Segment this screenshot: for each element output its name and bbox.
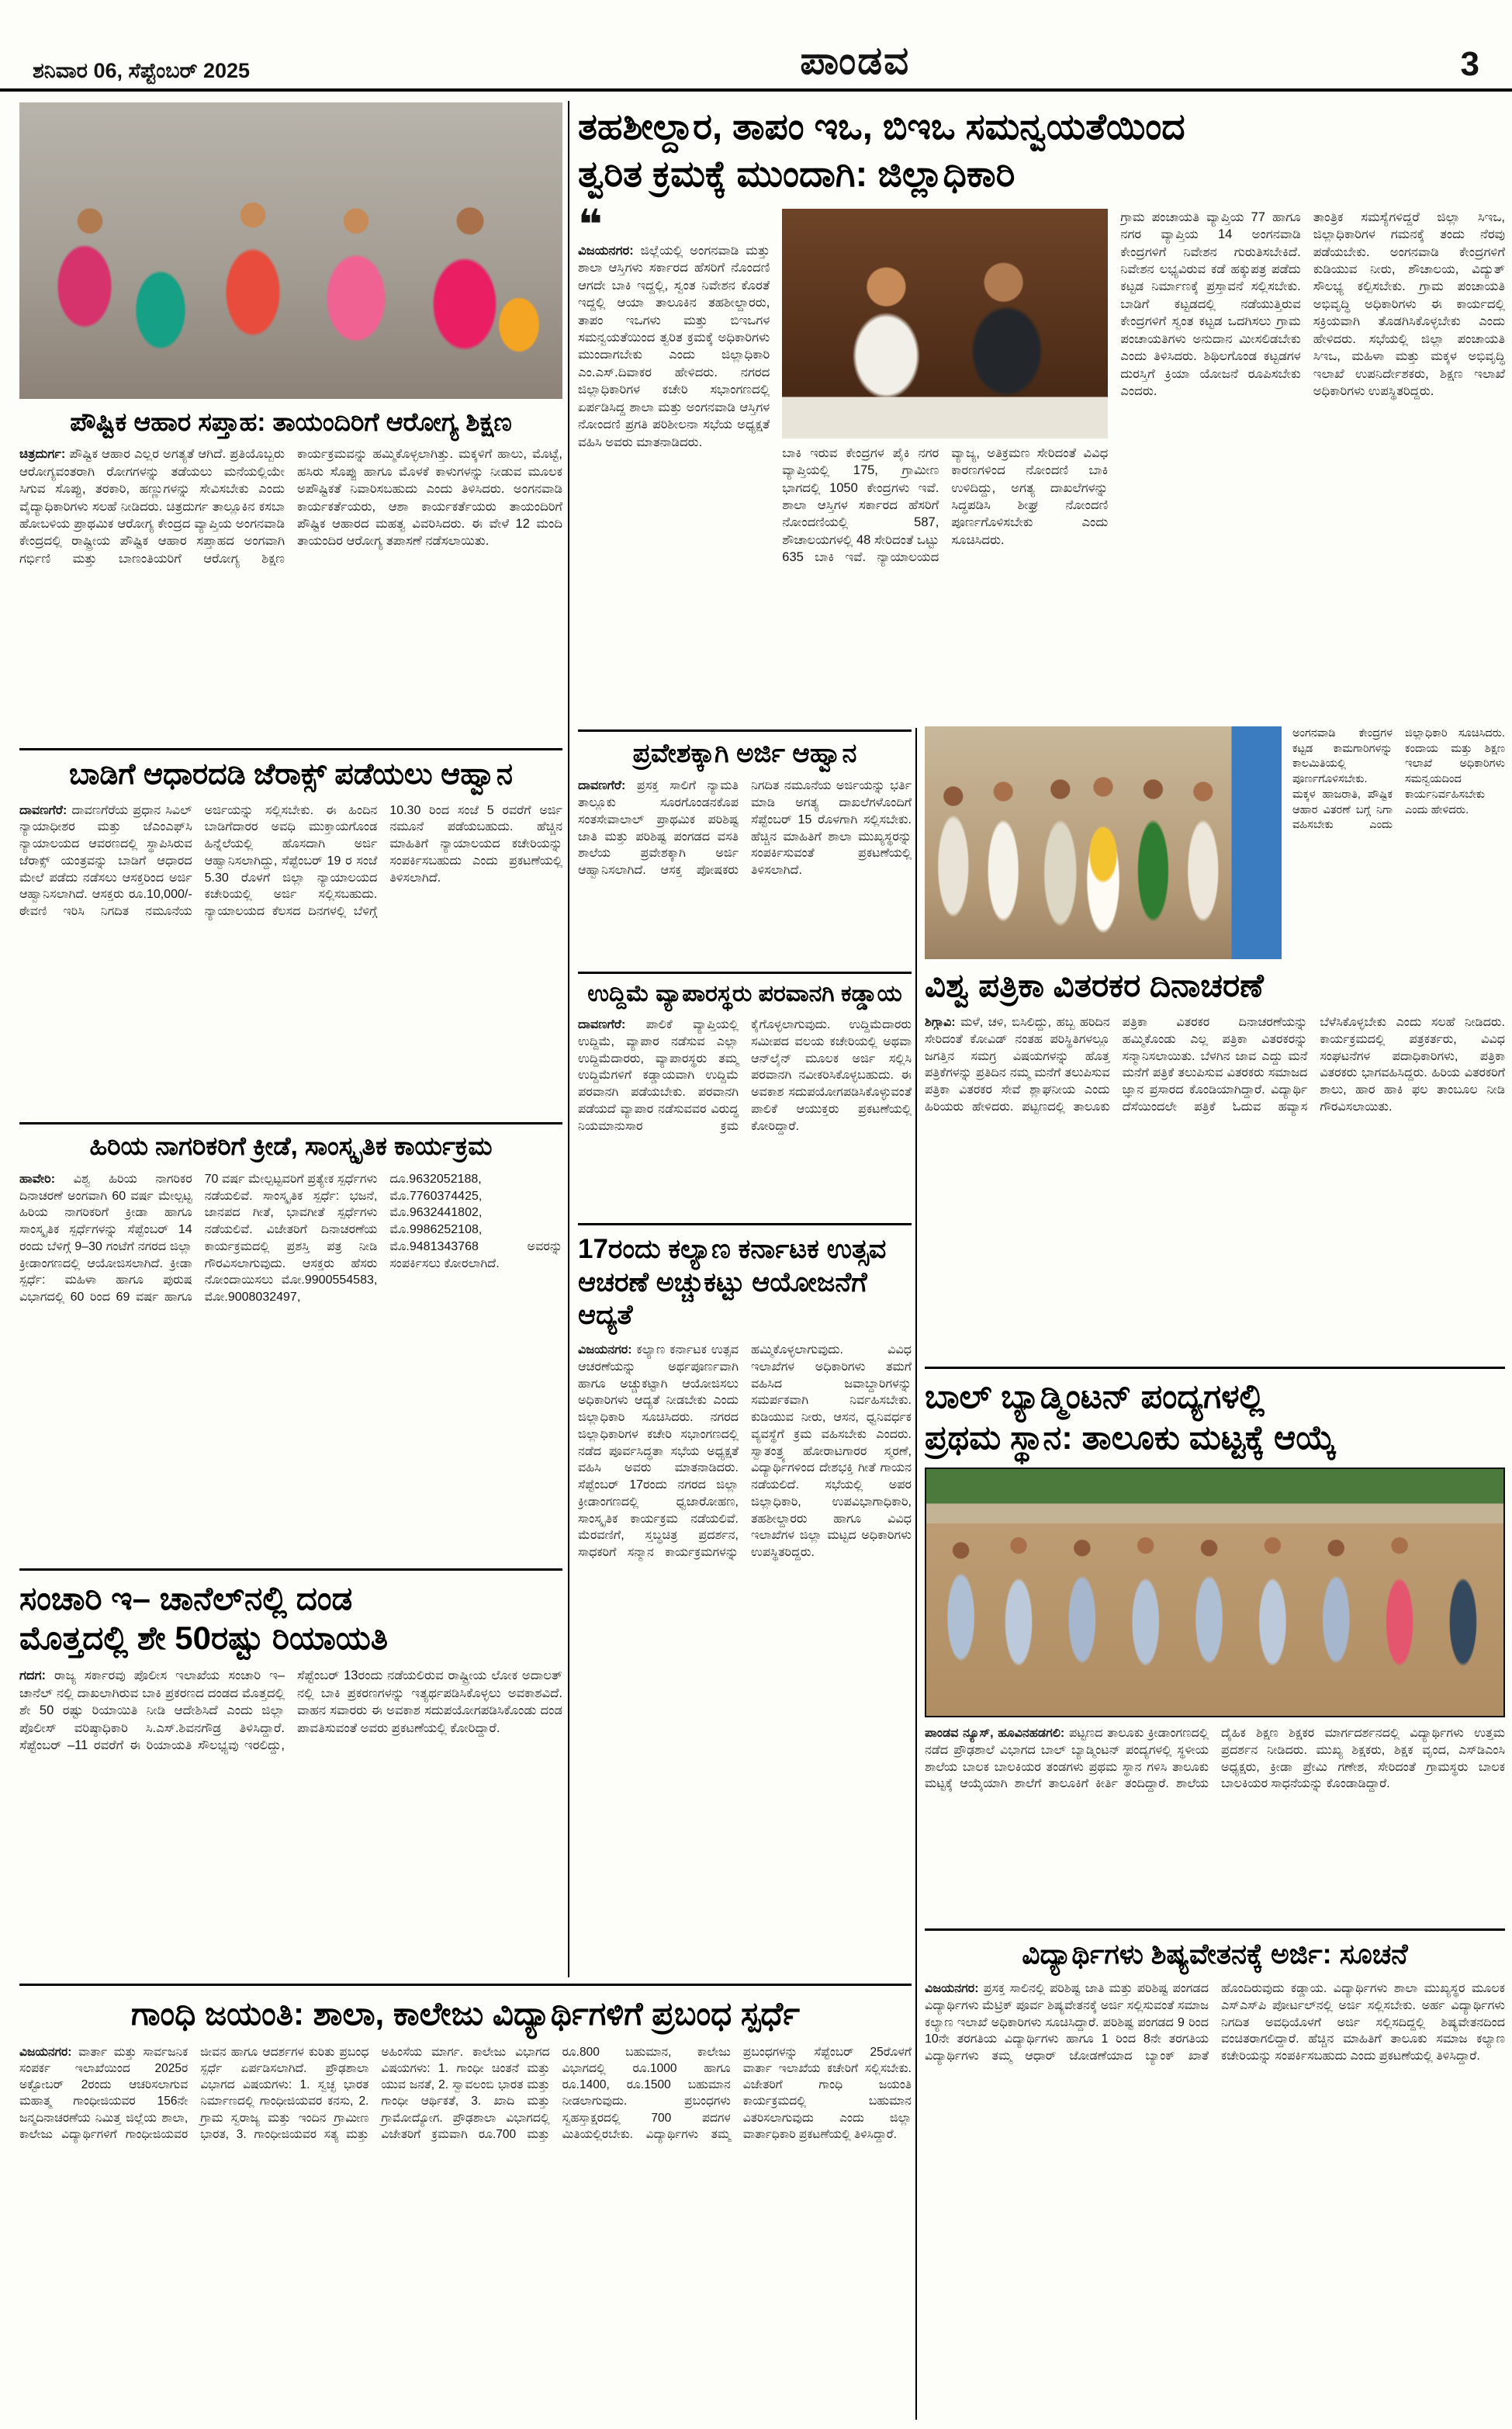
dateline: ವಿಜಯನಗರ: <box>925 1982 979 1996</box>
dateline: ವಿಜಯನಗರ: <box>578 1343 632 1357</box>
article-body <box>19 1171 562 1559</box>
article-headline-line1: 17ರಂದು ಕಲ್ಯಾಣ ಕರ್ನಾಟಕ ಉತ್ಸವ <box>578 1234 887 1265</box>
article-headline-line1: ಬಾಲ್ ಬ್ಯಾಡ್ಮಿಂಟನ್ ಪಂದ್ಯಗಳಲ್ಲಿ <box>925 1378 1265 1416</box>
article-body <box>19 445 562 739</box>
article-headline: ಗಾಂಧಿ ಜಯಂತಿ: ಶಾಲಾ, ಕಾಲೇಜು ವಿದ್ಯಾರ್ಥಿಗಳಿಗೆ ಪ್ರಬಂಧ ಸ್ಪರ್ಧೆ <box>130 1995 800 2032</box>
lead-headline-line2: ತ್ವರಿತ ಕ್ರಮಕ್ಕೆ ಮುಂದಾಗಿ: ಜಿಲ್ಲಾಧಿಕಾರಿ <box>578 153 1015 195</box>
article-xerox <box>19 748 562 1112</box>
article-body <box>925 1014 1505 1357</box>
article-headline: ಬಾಡಿಗೆ ಆಧಾರದಡಿ ಜೆರಾಕ್ಸ್ ಪಡೆಯಲು ಆಹ್ವಾನ <box>69 758 513 792</box>
body-text: ರಾಜ್ಯ ಸರ್ಕಾರವು ಪೊಲೀಸ ಇಲಾಖೆಯ ಸಂಚಾರಿ ಇ– ಚಾನೆಲ್ ನಲ್ಲಿ ದಾಖಲಾಗಿರುವ ಬಾಕಿ ಪ್ರಕರಣದ ದಂಡದ ಮೊತ್ತದಲ್ಲಿ ಶೇ 50 ರಷ್ಟು ರಿಯಾಯಿತಿ ನೀಡಿ ಆದೇಶಿಸಿದೆ ಎಂದು ಜಿಲ್ಲಾ ಪೊಲೀಸ್ ವರಿಷ್ಠಾಧಿಕಾರಿ ಸಿ.ಎಸ್.ಶಿವನಗೌಡ್ರ ತಿಳಿಸಿದ್ದಾರೆ. ಸೆಪ್ಟೆಂಬರ್ –11 ರವರೆಗೆ ಈ ರಿಯಾಯತಿ ಸೌಲಭ್ಯವು ಇರಲಿದ್ದು, ಸೆಪ್ಟೆಂಬರ್ 13ರಂದು ನಡೆಯಲಿರುವ ರಾಷ್ಟ್ರೀಯ ಲೋಕ ಅದಾಲತ್ ನಲ್ಲಿ ಬಾಕಿ ಪ್ರಕರಣಗಳನ್ನು ಇತ್ಯರ್ಥಪಡಿಸಿಕೊಳ್ಳಲು ಅವಕಾಶವಿದೆ. ವಾಹನ ಸವಾರರು ಈ ಅವಕಾಶ ಸದುಪಯೋಗಪಡಿಸಿಕೊಂಡು ದಂಡ ಪಾವತಿಸುವಂತೆ ಅವರು ಪ್ರಕಟಣೆಯಲ್ಲಿ ಕೋರಿದ್ದಾರೆ. <box>19 1668 562 1753</box>
article-body <box>925 1980 1505 2319</box>
article-headline: ಪೌಷ್ಟಿಕ ಆಹಾರ ಸಪ್ತಾಹ: ತಾಯಂದಿರಿಗೆ ಆರೋಗ್ಯ ಶಿಕ್ಷಣ <box>70 407 512 436</box>
article-headline-line2: ಆಚರಣೆ ಅಚ್ಚುಕಟ್ಟು ಆಯೋಜನೆಗೆ ಆದ್ಯತೆ <box>578 1266 867 1331</box>
dc-meeting-photo <box>782 209 1108 438</box>
publication-date: ಶನಿವಾರ 06, ಸೆಪ್ಟೆಂಬರ್ 2025 <box>33 59 251 82</box>
body-text: ವಾರ್ತಾ ಮತ್ತು ಸಾರ್ವಜನಿಕ ಸಂಪರ್ಕ ಇಲಾಖೆಯಿಂದ 2025ರ ಅಕ್ಟೋಬರ್ 2ರಂದು ಆಚರಿಸಲಾಗುವ ಮಹಾತ್ಮ ಗಾಂಧೀಜಿಯವರ 156ನೇ ಜನ್ಮದಿನಾಚರಣೆಯ ನಿಮಿತ್ತ ಜಿಲ್ಲೆಯ ಶಾಲಾ, ಕಾಲೇಜು ವಿದ್ಯಾರ್ಥಿಗಳಿಗೆ ಗಾಂಧೀಜಿಯವರ ಜೀವನ ಹಾಗೂ ಆದರ್ಶಗಳ ಕುರಿತು ಪ್ರಬಂಧ ಸ್ಪರ್ಧೆ ಏರ್ಪಡಿಸಲಾಗಿದೆ. ಪ್ರೌಢಶಾಲಾ ವಿಭಾಗದ ವಿಷಯಗಳು: 1. ಸ್ವಚ್ಛ ಭಾರತ ನಿರ್ಮಾಣದಲ್ಲಿ ಗಾಂಧೀಜಿಯವರ ಕನಸು, 2. ಗ್ರಾಮ ಸ್ವರಾಜ್ಯ ಮತ್ತು ಇಂದಿನ ಗ್ರಾಮೀಣ ಭಾರತ, 3. ಗಾಂಧೀಜಿಯವರ ಸತ್ಯ ಮತ್ತು ಅಹಿಂಸೆಯ ಮಾರ್ಗ. ಕಾಲೇಜು ವಿಭಾಗದ ವಿಷಯಗಳು: 1. ಗಾಂಧೀ ಚಿಂತನೆ ಮತ್ತು ಯುವ ಜನತೆ, 2. ಸ್ವಾವಲಂಬಿ ಭಾರತ ಮತ್ತು ಗಾಂಧೀ ಆರ್ಥಿಕತೆ, 3. ಖಾದಿ ಮತ್ತು ಗ್ರಾಮೋದ್ಯೋಗ. ಪ್ರೌಢಶಾಲಾ ವಿಭಾಗದಲ್ಲಿ ವಿಜೇತರಿಗೆ ಕ್ರಮವಾಗಿ ರೂ.700 ಮತ್ತು ರೂ.800 ಬಹುಮಾನ, ಕಾಲೇಜು ವಿಭಾಗದಲ್ಲಿ ರೂ.1000 ಹಾಗೂ ರೂ.1400, ರೂ.1500 ಬಹುಮಾನ ನೀಡಲಾಗುವುದು. ಪ್ರಬಂಧಗಳು ಸ್ವಹಸ್ತಾಕ್ಷರದಲ್ಲಿ 700 ಪದಗಳ ಮಿತಿಯಲ್ಲಿರಬೇಕು. ವಿದ್ಯಾರ್ಥಿಗಳು ತಮ್ಮ ಪ್ರಬಂಧಗಳನ್ನು ಸೆಪ್ಟೆಂಬರ್ 25ರೊಳಗೆ ವಾರ್ತಾ ಇಲಾಖೆಯ ಕಚೇರಿಗೆ ಸಲ್ಲಿಸಬೇಕು. ವಿಜೇತರಿಗೆ ಗಾಂಧಿ ಜಯಂತಿ ಕಾರ್ಯಕ್ರಮದಲ್ಲಿ ಬಹುಮಾನ ವಿತರಿಸಲಾಗುವುದು ಎಂದು ಜಿಲ್ಲಾ ವಾರ್ತಾಧಿಕಾರಿ ಪ್ರಕಟಣೆಯಲ್ಲಿ ತಿಳಿಸಿದ್ದಾರೆ. <box>19 2046 912 2141</box>
dateline: ಶಿಗ್ಗಾವಿ: <box>925 1016 956 1030</box>
body-text: ಕಲ್ಯಾಣ ಕರ್ನಾಟಕ ಉತ್ಸವ ಆಚರಣೆಯನ್ನು ಅರ್ಥಪೂರ್ಣವಾಗಿ ಹಾಗೂ ಅಚ್ಚುಕಟ್ಟಾಗಿ ಆಯೋಜಿಸಲು ಅಧಿಕಾರಿಗಳು ಆದ್ಯತೆ ನೀಡಬೇಕು ಎಂದು ಜಿಲ್ಲಾಧಿಕಾರಿ ಸೂಚಿಸಿದರು. ನಗರದ ಜಿಲ್ಲಾಧಿಕಾರಿಗಳ ಕಚೇರಿ ಸಭಾಂಗಣದಲ್ಲಿ ನಡೆದ ಪೂರ್ವಸಿದ್ಧತಾ ಸಭೆಯ ಅಧ್ಯಕ್ಷತೆ ವಹಿಸಿ ಅವರು ಮಾತನಾಡಿದರು. ಸೆಪ್ಟೆಂಬರ್ 17ರಂದು ನಗರದ ಜಿಲ್ಲಾ ಕ್ರೀಡಾಂಗಣದಲ್ಲಿ ಧ್ವಜಾರೋಹಣ, ಸಾಂಸ್ಕೃತಿಕ ಕಾರ್ಯಕ್ರಮ ನಡೆಯಲಿವೆ. ಮೆರವಣಿಗೆ, ಸ್ತಬ್ಧಚಿತ್ರ ಪ್ರದರ್ಶನ, ಸಾಧಕರಿಗೆ ಸನ್ಮಾನ ಕಾರ್ಯಕ್ರಮಗಳನ್ನು ಹಮ್ಮಿಕೊಳ್ಳಲಾಗುವುದು. ವಿವಿಧ ಇಲಾಖೆಗಳ ಅಧಿಕಾರಿಗಳು ತಮಗೆ ವಹಿಸಿದ ಜವಾಬ್ದಾರಿಗಳನ್ನು ಸಮರ್ಪಕವಾಗಿ ನಿರ್ವಹಿಸಬೇಕು. ಕುಡಿಯುವ ನೀರು, ಆಸನ, ಧ್ವನಿವರ್ಧಕ ವ್ಯವಸ್ಥೆಗೆ ಕ್ರಮ ವಹಿಸಬೇಕು ಎಂದರು. ಸ್ವಾತಂತ್ರ್ಯ ಹೋರಾಟಗಾರರ ಸ್ಮರಣೆ, ವಿದ್ಯಾರ್ಥಿಗಳಿಂದ ದೇಶಭಕ್ತಿ ಗೀತೆ ಗಾಯನ ನಡೆಯಲಿದೆ. ಸಭೆಯಲ್ಲಿ ಅಪರ ಜಿಲ್ಲಾಧಿಕಾರಿ, ಉಪವಿಭಾಗಾಧಿಕಾರಿ, ತಹಶೀಲ್ದಾರರು ಹಾಗೂ ವಿವಿಧ ಇಲಾಖೆಗಳ ಜಿಲ್ಲಾ ಮಟ್ಟದ ಅಧಿಕಾರಿಗಳು ಉಪಸ್ಥಿತರಿದ್ದರು. <box>578 1343 912 1560</box>
body-text: ವಿಶ್ವ ಹಿರಿಯ ನಾಗರಿಕರ ದಿನಾಚರಣೆ ಅಂಗವಾಗಿ 60 ವರ್ಷ ಮೇಲ್ಪಟ್ಟ ಹಿರಿಯ ನಾಗರಿಕರಿಗೆ ಕ್ರೀಡಾ ಹಾಗೂ ಸಾಂಸ್ಕೃತಿಕ ಸ್ಪರ್ಧೆಗಳನ್ನು ಸೆಪ್ಟೆಂಬರ್ 14 ರಂದು ಬೆಳಿಗ್ಗೆ 9–30 ಗಂಟೆಗೆ ನಗರದ ಜಿಲ್ಲಾ ಕ್ರೀಡಾಂಗಣದಲ್ಲಿ ಆಯೋಜಿಸಲಾಗಿದೆ. ಕ್ರೀಡಾ ಸ್ಪರ್ಧೆ: ಮಹಿಳಾ ಹಾಗೂ ಪುರುಷ ವಿಭಾಗದಲ್ಲಿ 60 ರಿಂದ 69 ವರ್ಷ ಹಾಗೂ 70 ವರ್ಷ ಮೇಲ್ಪಟ್ಟವರಿಗೆ ಪ್ರತ್ಯೇಕ ಸ್ಪರ್ಧೆಗಳು ನಡೆಯಲಿವೆ. ಸಾಂಸ್ಕೃತಿಕ ಸ್ಪರ್ಧೆ: ಭಜನೆ, ಜಾನಪದ ಗೀತೆ, ಭಾವಗೀತೆ ಸ್ಪರ್ಧೆಗಳು ನಡೆಯಲಿವೆ. ವಿಜೇತರಿಗೆ ದಿನಾಚರಣೆಯ ಕಾರ್ಯಕ್ರಮದಲ್ಲಿ ಪ್ರಶಸ್ತಿ ಪತ್ರ ನೀಡಿ ಗೌರವಿಸಲಾಗುವುದು. ಆಸಕ್ತರು ಹೆಸರು ನೋಂದಾಯಿಸಲು ಮೋ.9900554583, ಮೋ.9008032497, ದೂ.9632052188, ಮೊ.7760374425, ಮೊ.9632441802, ಮೊ.9986252108, ಮೊ.9481343768 ಅವರನ್ನು ಸಂಪರ್ಕಿಸಲು ಕೋರಲಾಗಿದೆ. <box>19 1172 562 1305</box>
article-scholarship <box>925 1928 1505 2319</box>
right-column <box>925 726 1505 2421</box>
lead-col-3: ಗ್ರಾಮ ಪಂಚಾಯತಿ ವ್ಯಾಪ್ತಿಯ 77 ಹಾಗೂ ನಗರ ವ್ಯಾಪ್ತಿಯ 14 ಅಂಗನವಾಡಿ ಕೇಂದ್ರಗಳಿಗೆ ನಿವೇಶನ ಗುರುತಿಸಬೇಕಿದೆ. ನಿವೇಶನ ಲಭ್ಯವಿರುವ ಕಡೆ ಹಕ್ಕುಪತ್ರ ಪಡೆದು ಕಟ್ಟಡ ನಿರ್ಮಾಣಕ್ಕೆ ಪ್ರಸ್ತಾವನೆ ಸಲ್ಲಿಸಬೇಕು. ಬಾಡಿಗೆ ಕಟ್ಟಡದಲ್ಲಿ ನಡೆಯುತ್ತಿರುವ ಕೇಂದ್ರಗಳಿಗೆ ಸ್ವಂತ ಕಟ್ಟಡ ಒದಗಿಸಲು ಗ್ರಾಮ ಪಂಚಾಯತಿಗಳು ಅನುದಾನ ಮೀಸಲಿಡಬೇಕು ಎಂದು ತಿಳಿಸಿದರು. ಶಿಥಿಲಗೊಂಡ ಕಟ್ಟಡಗಳ ದುರಸ್ತಿಗೆ ಕ್ರಿಯಾ ಯೋಜನೆ ರೂಪಿಸಬೇಕು ಎಂದರು. <box>1120 210 1301 399</box>
article-admission <box>578 732 912 964</box>
article-body <box>578 1017 912 1215</box>
article-body <box>578 1342 912 1977</box>
body-text: ಬಾಕಿ ಇರುವ ಕೇಂದ್ರಗಳ ಪೈಕಿ ನಗರ ವ್ಯಾಪ್ತಿಯಲ್ಲಿ 175, ಗ್ರಾಮೀಣ ಭಾಗದಲ್ಲಿ 1050 ಕೇಂದ್ರಗಳು ಇವೆ. ಶಾಲಾ ಆಸ್ತಿಗಳ ಸರ್ಕಾರದ ಹೆಸರಿಗೆ ನೋಂದಣಿಯಲ್ಲಿ 587, ಶೌಚಾಲಯಗಳಲ್ಲಿ 48 ಸೇರಿದಂತೆ ಒಟ್ಟು 635 ಬಾಕಿ ಇವೆ. ನ್ಯಾಯಾಲಯದ ವ್ಯಾಜ್ಯ, ಅತಿಕ್ರಮಣ ಸೇರಿದಂತೆ ವಿವಿಧ ಕಾರಣಗಳಿಂದ ನೋಂದಣಿ ಬಾಕಿ ಉಳಿದಿದ್ದು, ಅಗತ್ಯ ದಾಖಲೆಗಳನ್ನು ಸಿದ್ಧಪಡಿಸಿ ಶೀಘ್ರ ನೋಂದಣಿ ಪೂರ್ಣಗೊಳಿಸಬೇಕು ಎಂದು ಸೂಚಿಸಿದರು. <box>782 445 1109 565</box>
page-header <box>0 0 1512 92</box>
page-number: 3 <box>1460 45 1479 83</box>
article-traffic <box>19 1568 562 1870</box>
article-body <box>578 778 912 964</box>
body-text: ಪ್ರಸಕ್ತ ಸಾಲಿನಲ್ಲಿ ಪರಿಶಿಷ್ಟ ಜಾತಿ ಮತ್ತು ಪರಿಶಿಷ್ಟ ಪಂಗಡದ ವಿದ್ಯಾರ್ಥಿಗಳು ಮೆಟ್ರಿಕ್ ಪೂರ್ವ ಶಿಷ್ಯವೇತನಕ್ಕೆ ಅರ್ಜಿ ಸಲ್ಲಿಸುವಂತೆ ಸಮಾಜ ಕಲ್ಯಾಣ ಇಲಾಖೆ ಅಧಿಕಾರಿಗಳು ಸೂಚಿಸಿದ್ದಾರೆ. ಪರಿಶಿಷ್ಟ ಪಂಗಡದ 9 ರಿಂದ 10ನೇ ತರಗತಿಯ ವಿದ್ಯಾರ್ಥಿಗಳು ಹಾಗೂ 1 ರಿಂದ 8ನೇ ತರಗತಿಯ ವಿದ್ಯಾರ್ಥಿಗಳು ತಮ್ಮ ಆಧಾರ್ ಜೋಡಣೆಯಾದ ಬ್ಯಾಂಕ್ ಖಾತೆ ಹೊಂದಿರುವುದು ಕಡ್ಡಾಯ. ವಿದ್ಯಾರ್ಥಿಗಳು ಶಾಲಾ ಮುಖ್ಯಸ್ಥರ ಮೂಲಕ ಎಸ್‌ಎಸ್‌ಪಿ ಪೋರ್ಟಲ್‌ನಲ್ಲಿ ಅರ್ಜಿ ಸಲ್ಲಿಸಬೇಕು. ಅರ್ಹ ವಿದ್ಯಾರ್ಥಿಗಳು ನಿಗದಿತ ಅವಧಿಯೊಳಗೆ ಅರ್ಜಿ ಸಲ್ಲಿಸದಿದ್ದಲ್ಲಿ ಶಿಷ್ಯವೇತನದಿಂದ ವಂಚಿತರಾಗಲಿದ್ದಾರೆ. ಹೆಚ್ಚಿನ ಮಾಹಿತಿಗೆ ತಾಲೂಕು ಸಮಾಜ ಕಲ್ಯಾಣ ಕಚೇರಿಯನ್ನು ಸಂಪರ್ಕಿಸಬಹುದು ಎಂದು ಪ್ರಕಟಣೆಯಲ್ಲಿ ತಿಳಿಸಿದ್ದಾರೆ. <box>925 1982 1505 2063</box>
felicitation-group-photo <box>925 726 1282 959</box>
pull-quote-icon: ❝ <box>578 201 603 248</box>
article-body <box>925 1725 1505 1921</box>
dateline: ವಿಜಯನಗರ: <box>578 243 634 258</box>
article-kalyan-utsav <box>578 1223 912 1977</box>
lead-col-2 <box>782 209 1108 687</box>
article-body <box>19 802 562 1113</box>
column-divider-left <box>568 101 569 1977</box>
body-text: ಜಿಲ್ಲೆಯಲ್ಲಿ ಅಂಗನವಾಡಿ ಮತ್ತು ಶಾಲಾ ಆಸ್ತಿಗಳು ಸರ್ಕಾರದ ಹೆಸರಿಗೆ ನೊಂದಣಿ ಆಗದೇ ಬಾಕಿ ಇದ್ದಲ್ಲಿ, ಸ್ವಂತ ನಿವೇಶನ ಕೊರತೆ ಇದ್ದಲ್ಲಿ ಆಯಾ ತಾಲೂಕಿನ ತಹಶೀಲ್ದಾರರು, ತಾಪಂ ಇಒಗಳು ಮತ್ತು ಬಿಇಒಗಳ ಸಮನ್ವಯತೆಯಿಂದ ತ್ವರಿತ ಕ್ರಮಕ್ಕೆ ಅಧಿಕಾರಿಗಳು ಮುಂದಾಗಬೇಕು ಎಂದು ಜಿಲ್ಲಾಧಿಕಾರಿ ಎಂ.ಎಸ್.ದಿವಾಕರ ಹೇಳಿದರು. ನಗರದ ಜಿಲ್ಲಾಧಿಕಾರಿಗಳ ಕಚೇರಿ ಸಭಾಂಗಣದಲ್ಲಿ ಏರ್ಪಡಿಸಿದ್ದ ಶಾಲಾ ಮತ್ತು ಅಂಗನವಾಡಿ ಆಸ್ತಿಗಳ ನೋಂದಣಿ ಪ್ರಗತಿ ಪರಿಶೀಲನಾ ಸಭೆಯ ಅಧ್ಯಕ್ಷತೆ ವಹಿಸಿ ಅವರು ಮಾತನಾಡಿದರು. <box>578 243 770 449</box>
students-team-photo <box>925 1467 1505 1717</box>
dateline: ಹಾವೇರಿ: <box>19 1172 56 1186</box>
article-headline-line2: ಮೊತ್ತದಲ್ಲಿ ಶೇ 50ರಷ್ಟು ರಿಯಾಯತಿ <box>19 1620 389 1657</box>
article-nutrition <box>19 399 562 739</box>
body-text: ದಾವಣಗೆರೆಯ ಪ್ರಧಾನ ಸಿವಿಲ್ ನ್ಯಾಯಾಧೀಶರ ಮತ್ತು ಜೆಎಂಎಫ್‌ಸಿ ನ್ಯಾಯಾಲಯದ ಆವರಣದಲ್ಲಿ ಸ್ಥಾಪಿಸಿರುವ ಜೆರಾಕ್ಸ್ ಯಂತ್ರವನ್ನು ಬಾಡಿಗೆ ಆಧಾರದ ಮೇಲೆ ಪಡೆದು ನಡೆಸಲು ಆಸಕ್ತರಿಂದ ಅರ್ಜಿ ಆಹ್ವಾನಿಸಲಾಗಿದೆ. ಆಸಕ್ತರು ರೂ.10,000/- ಠೇವಣಿ ಇರಿಸಿ ನಿಗದಿತ ನಮೂನೆಯ ಅರ್ಜಿಯನ್ನು ಸಲ್ಲಿಸಬೇಕು. ಈ ಹಿಂದಿನ ಬಾಡಿಗೆದಾರರ ಅವಧಿ ಮುಕ್ತಾಯಗೊಂಡ ಹಿನ್ನೆಲೆಯಲ್ಲಿ ಹೊಸದಾಗಿ ಅರ್ಜಿ ಆಹ್ವಾನಿಸಲಾಗಿದ್ದು, ಸೆಪ್ಟೆಂಬರ್ 19 ರ ಸಂಜೆ 5.30 ರೊಳಗೆ ಜಿಲ್ಲಾ ನ್ಯಾಯಾಲಯದ ಕಚೇರಿಯಲ್ಲಿ ಅರ್ಜಿ ಸಲ್ಲಿಸಬಹುದು. ನ್ಯಾಯಾಲಯದ ಕೆಲಸದ ದಿನಗಳಲ್ಲಿ ಬೆಳಿಗ್ಗೆ 10.30 ರಿಂದ ಸಂಜೆ 5 ರವರೆಗೆ ಅರ್ಜಿ ನಮೂನೆ ಪಡೆಯಬಹುದು. ಹೆಚ್ಚಿನ ಮಾಹಿತಿಗೆ ನ್ಯಾಯಾಲಯದ ಕಚೇರಿಯನ್ನು ಸಂಪರ್ಕಿಸಬಹುದು ಎಂದು ಪ್ರಕಟಣೆಯಲ್ಲಿ ತಿಳಿಸಲಾಗಿದೆ. <box>19 803 562 919</box>
dateline: ಪಾಂಡವ ನ್ಯೂಸ್, ಹೂವಿನಹಡಗಲಿ: <box>925 1727 1065 1741</box>
dateline: ದಾವಣಗೆರೆ: <box>578 1018 626 1032</box>
body-text: ಪೌಷ್ಟಿಕ ಆಹಾರ ಎಲ್ಲರ ಅಗತ್ಯತೆ ಆಗಿದೆ. ಪ್ರತಿಯೊಬ್ಬರು ಆರೋಗ್ಯವಂತರಾಗಿ ರೋಗಗಳನ್ನು ತಡೆಯಲು ಮನೆಯಲ್ಲಿಯೇ ಸಿಗುವ ಸೊಪ್ಪು, ತರಕಾರಿ, ಹಣ್ಣುಗಳನ್ನು ಸೇವಿಸಬೇಕು ಎಂದು ವೈದ್ಯಾಧಿಕಾರಿಗಳು ಸಲಹೆ ನೀಡಿದರು. ಚಿತ್ರದುರ್ಗ ತಾಲ್ಲೂಕಿನ ಕಸಬಾ ಹೋಬಳಿಯ ಪ್ರಾಥಮಿಕ ಆರೋಗ್ಯ ಕೇಂದ್ರದ ವ್ಯಾಪ್ತಿಯ ಅಂಗನವಾಡಿ ಕೇಂದ್ರದಲ್ಲಿ ರಾಷ್ಟ್ರೀಯ ಪೌಷ್ಟಿಕ ಆಹಾರ ಸಪ್ತಾಹದ ಅಂಗವಾಗಿ ಗರ್ಭಿಣಿ ಮತ್ತು ಬಾಣಂತಿಯರಿಗೆ ಆರೋಗ್ಯ ಶಿಕ್ಷಣ ಕಾರ್ಯಕ್ರಮವನ್ನು ಹಮ್ಮಿಕೊಳ್ಳಲಾಗಿತ್ತು. ಮಕ್ಕಳಿಗೆ ಹಾಲು, ಮೊಟ್ಟೆ, ಹಸಿರು ಸೊಪ್ಪು ಹಾಗೂ ಮೊಳಕೆ ಕಾಳುಗಳನ್ನು ನೀಡುವ ಮೂಲಕ ಅಪೌಷ್ಟಿಕತೆ ನಿವಾರಿಸಬಹುದು ಎಂದು ತಿಳಿಸಿದರು. ಅಂಗನವಾಡಿ ಕಾರ್ಯಕರ್ತೆಯರು, ಆಶಾ ಕಾರ್ಯಕರ್ತೆಯರು ತಾಯಂದಿರಿಗೆ ಪೌಷ್ಟಿಕ ಆಹಾರದ ಮಹತ್ವ ವಿವರಿಸಿದರು. ಈ ವೇಳೆ 12 ಮಂದಿ ತಾಯಂದಿರ ಆರೋಗ್ಯ ತಪಾಸಣೆ ನಡೆಸಲಾಯಿತು. <box>19 447 562 566</box>
lead-article-continuation-row <box>925 726 1505 959</box>
body-text: ಪ್ರಸಕ್ತ ಸಾಲಿಗೆ ನ್ಯಾಮತಿ ತಾಲ್ಲೂಕು ಸೂರಗೊಂಡನಕೊಪ ಸಂತಸೇವಾಲಾಲ್ ಪ್ರಾಥಮಿಕ ಪರಿಶಿಷ್ಟ ಜಾತಿ ಮತ್ತು ಪರಿಶಿಷ್ಟ ಪಂಗಡದ ವಸತಿ ಶಾಲೆಯ ಪ್ರವೇಶಕ್ಕಾಗಿ ಅರ್ಜಿ ಆಹ್ವಾನಿಸಲಾಗಿದೆ. ಆಸಕ್ತ ಪೋಷಕರು ನಿಗದಿತ ನಮೂನೆಯ ಅರ್ಜಿಯನ್ನು ಭರ್ತಿ ಮಾಡಿ ಅಗತ್ಯ ದಾಖಲೆಗಳೊಂದಿಗೆ ಸೆಪ್ಟೆಂಬರ್ 15 ರೊಳಗಾಗಿ ಸಲ್ಲಿಸಬೇಕು. ಹೆಚ್ಚಿನ ಮಾಹಿತಿಗೆ ಶಾಲಾ ಮುಖ್ಯಸ್ಥರನ್ನು ಸಂಪರ್ಕಿಸುವಂತೆ ಪ್ರಕಟಣೆಯಲ್ಲಿ ತಿಳಿಸಲಾಗಿದೆ. <box>578 779 912 878</box>
article-body <box>19 1667 562 1870</box>
lead-article <box>578 104 1505 725</box>
article-headline-line1: ಸಂಚಾರಿ ಇ– ಚಾನೆಲ್‌ನಲ್ಲಿ ದಂಡ <box>19 1579 353 1616</box>
body-text: ಮಳೆ, ಚಳಿ, ಬಿಸಿಲಿದ್ದು, ಹಬ್ಬ ಹರಿದಿನ ಸೇರಿದಂತೆ ಕೋವಿಡ್ ನಂತಹ ಪರಿಸ್ಥಿತಿಗಳಲ್ಲೂ ಜಗತ್ತಿನ ಸಮಗ್ರ ವಿಷಯಗಳನ್ನು ಹೊತ್ತ ಪತ್ರಿಕೆಗಳನ್ನು ಪ್ರತಿದಿನ ನಮ್ಮ ಮನೆಗೆ ತಲುಪಿಸುವ ಪತ್ರಿಕಾ ವಿತರಕರ ಸೇವೆ ಶ್ಲಾಘನೀಯ ಎಂದು ಹಿರಿಯರು ಹೇಳಿದರು. ಪಟ್ಟಣದಲ್ಲಿ ತಾಲೂಕು ಪತ್ರಿಕಾ ವಿತರಕರ ದಿನಾಚರಣೆಯನ್ನು ಹಮ್ಮಿಕೊಂಡು ಎಲ್ಲ ಪತ್ರಿಕಾ ವಿತರಕರನ್ನು ಸನ್ಮಾನಿಸಲಾಯಿತು. ಬೆಳಗಿನ ಜಾವ ಎದ್ದು ಮನೆ ಮನೆಗೆ ಪತ್ರಿಕೆ ತಲುಪಿಸುವ ವಿತರಕರು ಸಮಾಜದ ಜ್ಞಾನ ಪ್ರಸಾರದ ಕೊಂಡಿಯಾಗಿದ್ದಾರೆ. ವಿದ್ಯಾರ್ಥಿ ದೆಸೆಯಿಂದಲೇ ಪತ್ರಿಕೆ ಓದುವ ಹವ್ಯಾಸ ಬೆಳೆಸಿಕೊಳ್ಳಬೇಕು ಎಂದು ಸಲಹೆ ನೀಡಿದರು. ಕಾರ್ಯಕ್ರಮದಲ್ಲಿ ಪತ್ರಕರ್ತರು, ವಿವಿಧ ಸಂಘಟನೆಗಳ ಪದಾಧಿಕಾರಿಗಳು, ಪತ್ರಿಕಾ ವಿತರಕರು ಭಾಗವಹಿಸಿದ್ದರು. ಹಿರಿಯ ವಿತರಕರಿಗೆ ಶಾಲು, ಹಾರ ಹಾಕಿ ಫಲ ತಾಂಬೂಲ ನೀಡಿ ಗೌರವಿಸಲಾಯಿತು. <box>925 1016 1505 1114</box>
dateline: ಗದಗ: <box>19 1668 47 1683</box>
dateline: ಚಿತ್ರದುರ್ಗ: <box>19 447 66 462</box>
article-license <box>578 972 912 1215</box>
article-headline: ವಿದ್ಯಾರ್ಥಿಗಳು ಶಿಷ್ಯವೇತನಕ್ಕೆ ಅರ್ಜಿ: ಸೂಚನೆ <box>1022 1938 1408 1970</box>
article-headline: ಉದ್ದಿಮೆ ವ್ಯಾಪಾರಸ್ಥರು ಪರವಾನಗಿ ಕಡ್ಡಾಯ <box>587 981 902 1007</box>
lead-article-columns <box>578 201 1505 687</box>
lead-col-4: ತಾಂತ್ರಿಕ ಸಮಸ್ಯೆಗಳಿದ್ದರೆ ಜಿಲ್ಲಾ ಸಿಇಒ, ಜಿಲ್ಲಾಧಿಕಾರಿಗಳ ಗಮನಕ್ಕೆ ತಂದು ನೆರವು ಪಡೆಯಬೇಕು. ಅಂಗನವಾಡಿ ಕೇಂದ್ರಗಳಿಗೆ ಕುಡಿಯುವ ನೀರು, ಶೌಚಾಲಯ, ವಿದ್ಯುತ್ ಸೌಲಭ್ಯ ಕಲ್ಪಿಸಬೇಕು. ಗ್ರಾಮ ಪಂಚಾಯತಿ ಅಭಿವೃದ್ಧಿ ಅಧಿಕಾರಿಗಳು ಈ ಕಾರ್ಯದಲ್ಲಿ ಸಕ್ರಿಯವಾಗಿ ತೊಡಗಿಸಿಕೊಳ್ಳಬೇಕು ಎಂದು ಹೇಳಿದರು. ಸಭೆಯಲ್ಲಿ ಜಿಲ್ಲಾ ಪಂಚಾಯತಿ ಸಿಇಒ, ಮಹಿಳಾ ಮತ್ತು ಮಕ್ಕಳ ಅಭಿವೃದ್ಧಿ ಇಲಾಖೆ ಉಪನಿರ್ದೇಶಕರು, ಶಿಕ್ಷಣ ಇಲಾಖೆ ಅಧಿಕಾರಿಗಳು ಉಪಸ್ಥಿತರಿದ್ದರು. <box>1313 210 1505 399</box>
lead-headline-line1: ತಹಶೀಲ್ದಾರ, ತಾಪಂ ಇಒ, ಬಿಇಒ ಸಮನ್ವಯತೆಯಿಂದ <box>578 106 1185 147</box>
dateline: ದಾವಣಗೆರೆ: <box>578 779 626 793</box>
column-divider-right <box>915 728 917 2420</box>
article-seniors <box>19 1122 562 1559</box>
dateline: ದಾವಣಗೆರೆ: <box>19 803 67 817</box>
article-headline: ಹಿರಿಯ ನಾಗರಿಕರಿಗೆ ಕ್ರೀಡೆ, ಸಾಂಸ್ಕೃತಿಕ ಕಾರ್ಯಕ್ರಮ <box>89 1131 493 1160</box>
lead-article-continuation: ಅಂಗನವಾಡಿ ಕೇಂದ್ರಗಳ ಕಟ್ಟಡ ಕಾಮಗಾರಿಗಳನ್ನು ಕಾಲಮಿತಿಯಲ್ಲಿ ಪೂರ್ಣಗೊಳಿಸಬೇಕು. ಮಕ್ಕಳ ಹಾಜರಾತಿ, ಪೌಷ್ಟಿಕ ಆಹಾರ ವಿತರಣೆ ಬಗ್ಗೆ ನಿಗಾ ವಹಿಸಬೇಕು ಎಂದು ಜಿಲ್ಲಾಧಿಕಾರಿ ಸೂಚಿಸಿದರು. ಕಂದಾಯ ಮತ್ತು ಶಿಕ್ಷಣ ಇಲಾಖೆ ಅಧಿಕಾರಿಗಳು ಸಮನ್ವಯದಿಂದ ಕಾರ್ಯನಿರ್ವಹಿಸಬೇಕು ಎಂದು ಹೇಳಿದರು. <box>1292 727 1505 832</box>
body-text: ಪಾಲಿಕೆ ವ್ಯಾಪ್ತಿಯಲ್ಲಿ ಉದ್ದಿಮೆ, ವ್ಯಾಪಾರ ನಡೆಸುವ ಎಲ್ಲಾ ಉದ್ದಿಮೆದಾರರು, ವ್ಯಾಪಾರಸ್ಥರು ತಮ್ಮ ಉದ್ದಿಮೆಗಳಿಗೆ ಕಡ್ಡಾಯವಾಗಿ ಉದ್ದಿಮೆ ಪರವಾನಗಿ ಪಡೆಯಬೇಕು. ಪರವಾನಗಿ ಪಡೆಯದೆ ವ್ಯಾಪಾರ ನಡೆಸುವವರ ವಿರುದ್ಧ ನಿಯಮಾನುಸಾರ ಕ್ರಮ ಕೈಗೊಳ್ಳಲಾಗುವುದು. ಉದ್ದಿಮೆದಾರರು ಸಮೀಪದ ವಲಯ ಕಚೇರಿಯಲ್ಲಿ ಅಥವಾ ಆನ್‌ಲೈನ್ ಮೂಲಕ ಅರ್ಜಿ ಸಲ್ಲಿಸಿ ಪರವಾನಗಿ ನವೀಕರಿಸಿಕೊಳ್ಳಬಹುದು. ಈ ಅವಕಾಶ ಸದುಪಯೋಗಪಡಿಸಿಕೊಳ್ಳುವಂತೆ ಪಾಲಿಕೆ ಆಯುಕ್ತರು ಪ್ರಕಟಣೆಯಲ್ಲಿ ಕೋರಿದ್ದಾರೆ. <box>578 1018 912 1133</box>
article-headline-line2: ಪ್ರಥಮ ಸ್ಥಾನ: ತಾಲೂಕು ಮಟ್ಟಕ್ಕೆ ಆಯ್ಕೆ <box>925 1419 1337 1457</box>
dateline: ವಿಜಯನಗರ: <box>19 2046 72 2060</box>
left-column <box>19 102 562 1977</box>
article-headline: ಪ್ರವೇಶಕ್ಕಾಗಿ ಅರ್ಜಿ ಆಹ್ವಾನ <box>632 739 857 768</box>
article-body <box>19 2044 912 2409</box>
body-text: ಪಟ್ಟಣದ ತಾಲೂಕು ಕ್ರೀಡಾಂಗಣದಲ್ಲಿ ನಡೆದ ಪ್ರೌಢಶಾಲೆ ವಿಭಾಗದ ಬಾಲ್ ಬ್ಯಾಡ್ಮಿಂಟನ್ ಪಂದ್ಯಗಳಲ್ಲಿ ಸ್ಥಳೀಯ ಶಾಲೆಯ ಬಾಲಕ ಬಾಲಕಿಯರ ತಂಡಗಳು ಪ್ರಥಮ ಸ್ಥಾನ ಗಳಿಸಿ ತಾಲೂಕು ಮಟ್ಟಕ್ಕೆ ಆಯ್ಕೆಯಾಗಿ ಶಾಲೆಗೆ ತಾಲೂಕಿಗೆ ಕೀರ್ತಿ ತಂದಿದ್ದಾರೆ. ಶಾಲೆಯ ದೈಹಿಕ ಶಿಕ್ಷಣ ಶಿಕ್ಷಕರ ಮಾರ್ಗದರ್ಶನದಲ್ಲಿ ವಿದ್ಯಾರ್ಥಿಗಳು ಉತ್ತಮ ಪ್ರದರ್ಶನ ನೀಡಿದರು. ಮುಖ್ಯ ಶಿಕ್ಷಕರು, ಶಿಕ್ಷಕ ವೃಂದ, ಎಸ್‌ಡಿಎಂಸಿ ಅಧ್ಯಕ್ಷರು, ಕ್ರೀಡಾ ಪ್ರೇಮಿ ಗಣೇಶ, ಸೇರಿದಂತೆ ಗ್ರಾಮಸ್ಥರು ಬಾಲಕ ಬಾಲಕಿಯರ ಸಾಧನೆಯನ್ನು ಕೊಂಡಾಡಿದ್ದಾರೆ. <box>925 1727 1505 1791</box>
middle-column <box>578 729 912 1977</box>
article-gandhi-jayanti <box>19 1984 912 2420</box>
article-headline: ವಿಶ್ವ ಪತ್ರಿಕಾ ವಿತರಕರ ದಿನಾಚರಣೆ <box>925 967 1264 1003</box>
article-press-distributors <box>925 965 1505 1357</box>
mothers-health-event-photo <box>19 102 562 399</box>
masthead-title: ಪಾಂಡವ <box>800 39 911 82</box>
lead-col-1 <box>578 201 770 687</box>
article-badminton <box>925 1367 1505 1921</box>
